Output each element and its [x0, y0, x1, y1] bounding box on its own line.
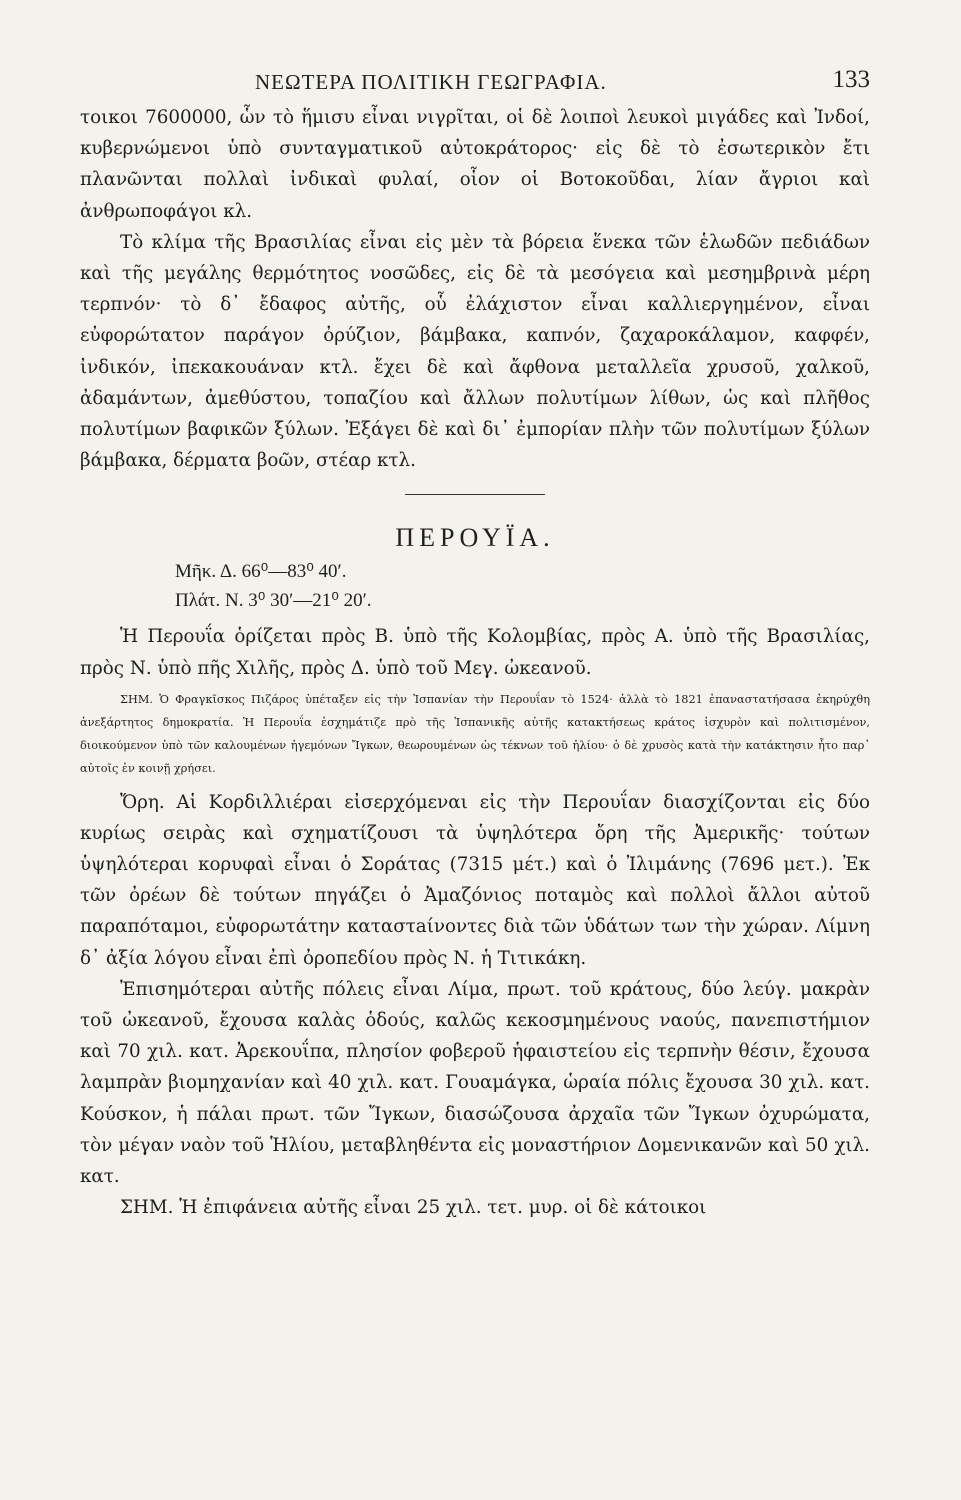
- longitude-line: Μῆκ. Δ. 66⁰—83⁰ 40′.: [175, 561, 347, 583]
- note-peru-area: ΣΗΜ. Ἡ ἐπιφάνεια αὐτῆς εἶναι 25 χιλ. τετ. μυρ. οἱ δὲ κάτοικοι: [120, 1197, 707, 1219]
- section-title: ΠΕΡΟΥΪΑ.: [395, 523, 555, 553]
- running-title: ΝΕΩΤΕΡΑ ΠΟΛΙΤΙΚΗ ΓΕΩΓΡΑΦΙΑ.: [255, 70, 607, 94]
- paragraph-peru-cities: Ἐπισημότεραι αὐτῆς πόλεις εἶναι Λίμα, πρωτ. τοῦ κράτους, δύο λεύγ. μακρὰν τοῦ ὠκεανοῦ, ἔχουσα καλὰς ὁδούς, καλῶς κεκοσμημένους ναούς, πανεπιστήμιον καὶ 70 χιλ. κατ. Ἀρεκουΐπα, πλησίον φοβεροῦ ἡφαιστείου εἰς τερπνὴν θέσιν, ἔχουσα λαμπρὰν βιομηχανίαν καὶ 40 χιλ. κατ. Γουαμάγκα, ὡραία πόλις ἔχουσα 30 χιλ. κατ. Κούσκον, ἡ πάλαι πρωτ. τῶν Ἴγκων, διασώζουσα ἀρχαῖα τῶν Ἴγκων ὀχυρώματα, τὸν μέγαν ναὸν τοῦ Ἡλίου, μεταβληθέντα εἰς μοναστήριον Δομενικανῶν καὶ 50 χιλ. κατ.: [80, 978, 870, 1188]
- paragraph-peru-mountains: Ὄρη. Αἱ Κορδιλλιέραι εἰσερχόμεναι εἰς τὴν Περουΐαν διασχίζονται εἰς δύο κυρίως σειρὰς καὶ σχηματίζουσι τὰ ὑψηλότερα ὄρη τῆς Ἀμερικῆς· τούτων ὑψηλότεραι κορυφαὶ εἶναι ὁ Σοράτας (7315 μέτ.) καὶ ὁ Ἰλιμάνης (7696 μετ.). Ἐκ τῶν ὀρέων δὲ τούτων πηγάζει ὁ Ἀμαζόνιος ποταμὸς καὶ πολλοὶ ἄλλοι αὐτοῦ παραπόταμοι, εὐφορωτάτην καταστaίνοντες διὰ τῶν ὑδάτων των τὴν χώραν. Λίμνη δ᾽ ἀξία λόγου εἶναι ἐπὶ ὀροπεδίου πρὸς Ν. ἡ Τιτικάκη.: [80, 791, 870, 969]
- note-peru-history: ΣΗΜ. Ὁ Φραγκῖσκος Πιζάρος ὑπέταξεν εἰς τὴν Ἰσπανίαν τὴν Περουΐαν τὸ 1524· ἀλλὰ τὸ 1821 ἐπαναστατήσασα ἐκηρύχθη ἀνεξάρτητος δημοκρατία. Ἡ Περουΐα ἐσχημάτιζε πρὸ τῆς Ἰσπανικῆς αὐτῆς κατακτήσεως κράτος ἰσχυρὸν καὶ πολιτισμένον, διοικούμενον ὑπὸ τῶν καλουμένων ἡγεμόνων Ἴγκων, θεωρουμένων ὡς τέκνων τοῦ ἡλίου· ὁ δὲ χρυσὸς κατὰ τὴν κατάκτησιν ἦτο παρ᾽ αὐτοῖς ἐν κοινῇ χρήσει.: [80, 692, 870, 776]
- paragraph-brazil-population: τοικοι 7600000, ὧν τὸ ἥμισυ εἶναι νιγρῖται, οἱ δὲ λοιποὶ λευκοὶ μιγάδες καὶ Ἰνδοί, κυβερνώμενοι ὑπὸ συνταγματικοῦ αὐτοκράτορος· εἰς δὲ τὸ ἐσωτερικὸν ἔτι πλανῶνται πολλαὶ ἰνδικαὶ φυλαί, οἷον οἱ Βοτοκοῦδαι, λίαν ἄγριοι καὶ ἀνθρωποφάγοι κλ.: [80, 107, 870, 222]
- page-header: [80, 62, 870, 102]
- book-page: [80, 62, 870, 1224]
- latitude-line: Πλάτ. Ν. 3⁰ 30′—21⁰ 20′.: [175, 590, 372, 612]
- paragraph-peru-borders: Ἡ Περουΐα ὁρίζεται πρὸς Β. ὑπὸ τῆς Κολομβίας, πρὸς Α. ὑπὸ τῆς Βρασιλίας, πρὸς Ν. ὑπὸ πῆς Χιλῆς, πρὸς Δ. ὑπὸ τοῦ Μεγ. ὠκεανοῦ.: [80, 626, 870, 679]
- paragraph-brazil-climate: Τὸ κλίμα τῆς Βρασιλίας εἶναι εἰς μὲν τὰ βόρεια ἕνεκα τῶν ἑλωδῶν πεδιάδων καὶ τῆς μεγάλης θερμότητος νοσῶδες, εἰς δὲ τὰ μεσόγεια καὶ μεσημβρινὰ μέρη τερπνόν· τὸ δ᾽ ἔδαφος αὐτῆς, οὗ ἐλάχιστον εἶναι καλλιεργημένον, εἶναι εὐφορώτατον παράγον ὀρύζιον, βάμβακα, καπνόν, ζαχαροκάλαμον, καφφέν, ἰνδικόν, ἰπεκακουάναν κτλ. ἔχει δὲ καὶ ἄφθονα μεταλλεῖα χρυσοῦ, χαλκοῦ, ἀδαμάντων, ἀμεθύστου, τοπαζίου καὶ ἄλλων πολυτίμων λίθων, ὡς καὶ πλῆθος πολυτίμων βαφικῶν ξύλων. Ἐξάγει δὲ καὶ δι᾽ ἐμπορίαν πλὴν τῶν πολυτίμων ξύλων βάμβακα, δέρματα βοῶν, στέαρ κτλ.: [80, 231, 870, 472]
- page-number: 133: [832, 66, 870, 93]
- section-divider: [405, 494, 545, 495]
